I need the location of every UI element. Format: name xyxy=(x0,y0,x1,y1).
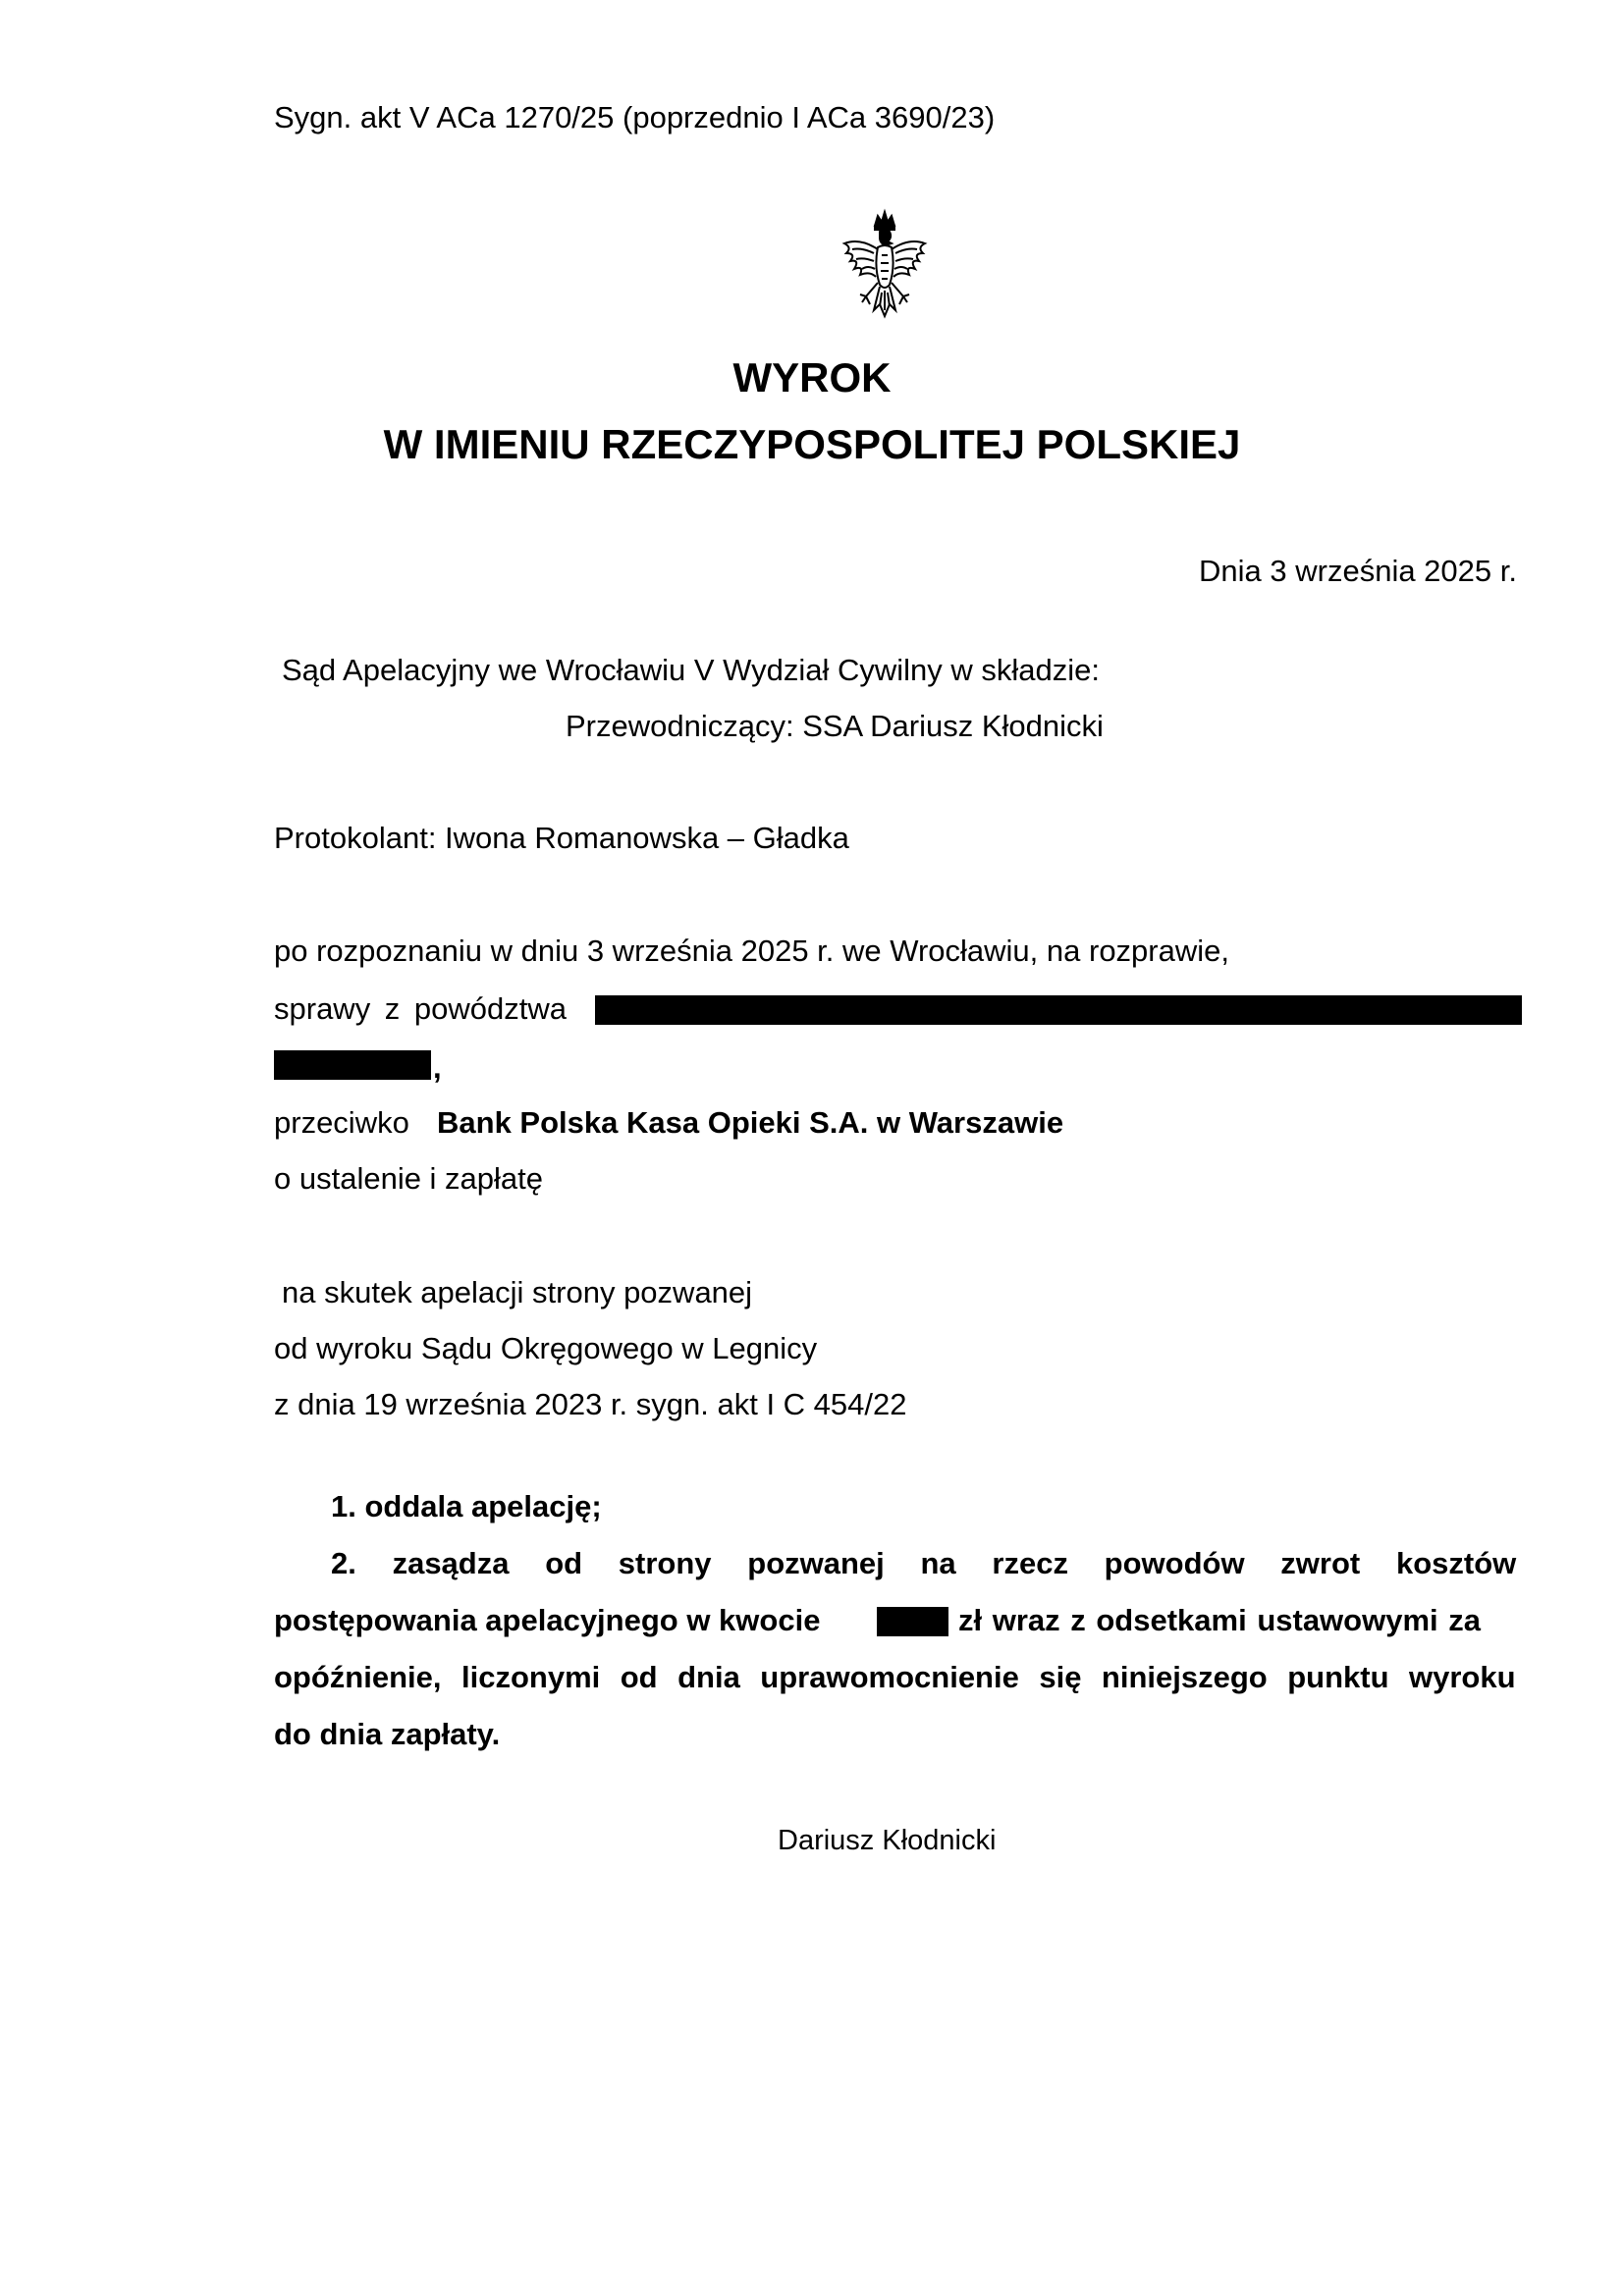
ruling-point-2-line-2-start: postępowania apelacyjnego w kwocie xyxy=(274,1603,821,1637)
ruling-point-2-line-3: opóźnienie, liczonymi od dnia uprawomocnienie się niniejszego punktu wyroku xyxy=(274,1660,1516,1694)
judge-signature: Dariusz Kłodnicki xyxy=(778,1825,997,1856)
hearing-line: po rozpoznaniu w dniu 3 września 2025 r. we Wrocławiu, na rozprawie, xyxy=(274,934,1229,968)
case-subject: o ustalenie i zapłatę xyxy=(274,1161,544,1196)
claim-prefix: sprawy z powództwa xyxy=(274,991,568,1026)
appeal-line-1: na skutek apelacji strony pozwanej xyxy=(282,1275,753,1309)
redacted-amount xyxy=(877,1607,948,1636)
court-composition: Sąd Apelacyjny we Wrocławiu V Wydział Cywilny w składzie: xyxy=(282,653,1101,687)
case-number: Sygn. akt V ACa 1270/25 (poprzednio I ACa 3690/23) xyxy=(274,100,996,134)
judgment-title: WYROK xyxy=(732,354,892,400)
claim-comma: , xyxy=(433,1050,442,1085)
defendant-name: Bank Polska Kasa Opieki S.A. w Warszawie xyxy=(437,1105,1064,1140)
ruling-point-2-line-4: do dnia zapłaty. xyxy=(274,1717,501,1751)
appeal-line-2: od wyroku Sądu Okręgowego w Legnicy xyxy=(274,1331,818,1365)
redacted-plaintiffs xyxy=(595,995,1522,1025)
polish-eagle-emblem-icon xyxy=(831,208,939,336)
ruling-point-2-line-2-end: zł wraz z odsetkami ustawowymi za xyxy=(958,1603,1481,1637)
appeal-line-3: z dnia 19 września 2023 r. sygn. akt I C 454/22 xyxy=(274,1387,907,1421)
against-prefix: przeciwko xyxy=(274,1105,409,1140)
ruling-point-1: 1. oddala apelację; xyxy=(331,1489,602,1523)
redacted-plaintiffs-continued xyxy=(274,1050,431,1080)
presiding-judge: Przewodniczący: SSA Dariusz Kłodnicki xyxy=(566,709,1104,743)
court-clerk: Protokolant: Iwona Romanowska – Gładka xyxy=(274,821,849,855)
judgment-date: Dnia 3 września 2025 r. xyxy=(1199,554,1517,588)
judgment-subtitle: W IMIENIU RZECZYPOSPOLITEJ POLSKIEJ xyxy=(383,421,1241,467)
ruling-point-2-line-1: 2. zasądza od strony pozwanej na rzecz powodów zwrot kosztów xyxy=(331,1546,1517,1580)
